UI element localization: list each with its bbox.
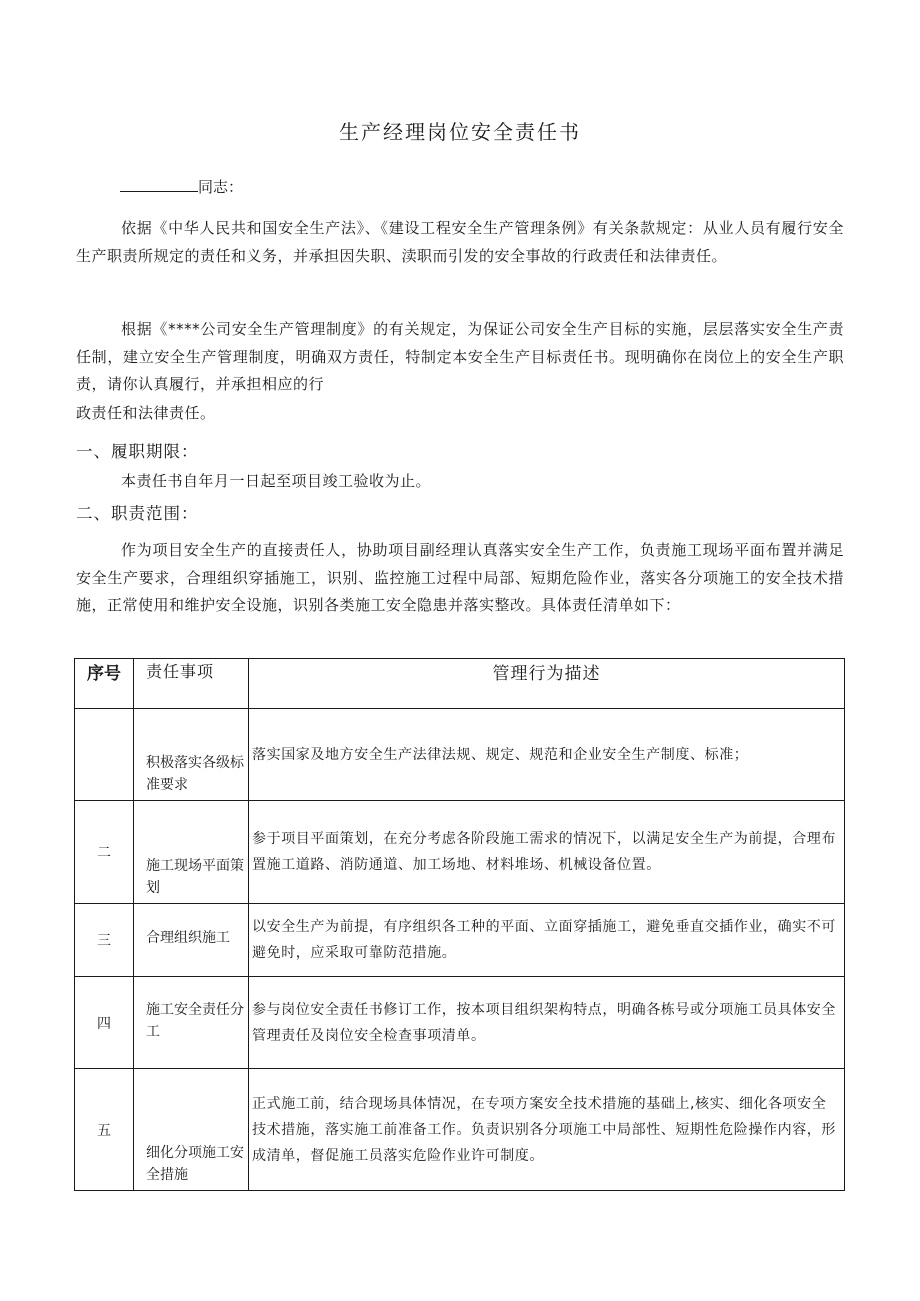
header-description: 管理行为描述 (249, 659, 845, 709)
section-heading-term: 一、履职期限： (76, 442, 199, 461)
row-item: 细化分项施工安全措施 (134, 1069, 249, 1191)
row-description: 正式施工前，结合现场具体情况，在专项方案安全技术措施的基础上,核实、细化各项安全技术措施，落实施工前准备工作。负责识别各分项施工中局部性、短期性危险操作内容，形成清单，督促施工员落实危险作业许可制度。 (249, 1069, 845, 1191)
row-item: 积极落实各级标准要求 (134, 709, 249, 801)
table-row (75, 801, 845, 904)
section-text-scope: 作为项目安全生产的直接责任人，协助项目副经理认真落实安全生产工作，负责施工现场平面布置并满足安全生产要求，合理组织穿插施工，识别、监控施工过程中局部、短期危险作业，落实各分项施工的安全技术措施，正常使用和维护安全设施，识别各类施工安全隐患并落实整改。具体责任清单如下： (76, 541, 844, 614)
table-header-row (75, 659, 845, 709)
row-item: 施工现场平面策划 (134, 801, 249, 904)
table-row (75, 709, 845, 801)
row-number: 四 (75, 977, 134, 1069)
table-row (75, 977, 845, 1069)
row-description: 以安全生产为前提，有序组织各工种的平面、立面穿插施工，避免垂直交插作业，确实不可避免时，应采取可靠防范措施。 (249, 904, 845, 977)
section-text-term: 本责任书自年月一日起至项目竣工验收为止。 (121, 472, 432, 490)
row-description: 落实国家及地方安全生产法律法规、规定、规范和企业安全生产制度、标准； (249, 709, 845, 801)
header-number: 序号 (75, 659, 134, 709)
row-item: 施工安全责任分工 (134, 977, 249, 1069)
row-number: 三 (75, 904, 134, 977)
table-row (75, 904, 845, 977)
paragraph-legal-basis: 依据《中华人民共和国安全生产法》、《建设工程安全生产管理条例》有关条款规定：从业人员有履行安全生产职责所规定的责任和义务，并承担因失职、渎职而引发的安全事故的行政责任和法律责任。 (76, 219, 844, 265)
section-heading-scope: 二、职责范围： (76, 504, 199, 523)
page-title: 生产经理岗位安全责任书 (339, 120, 581, 144)
row-number: 五 (75, 1069, 134, 1191)
responsibility-table (74, 658, 845, 1191)
name-blank-line (120, 177, 198, 192)
table-row (75, 1069, 845, 1191)
row-item: 合理组织施工 (134, 904, 249, 977)
paragraph-company-rules: 根据《****公司安全生产管理制度》的有关规定，为保证公司安全生产目标的实施，层层落实安全生产责任制，建立安全生产管理制度，明确双方责任，特制定本安全生产目标责任书。现明确你在岗位上的安全生产职责，请你认真履行，并承担相应的行 (76, 320, 844, 393)
greeting-line (120, 176, 243, 197)
row-number (75, 709, 134, 801)
row-description: 参于项目平面策划，在充分考虑各阶段施工需求的情况下，以满足安全生产为前提，合理布置施工道路、消防通道、加工场地、材料堆场、机械设备位置。 (249, 801, 845, 904)
row-number: 二 (75, 801, 134, 904)
header-item: 责任事项 (134, 659, 249, 709)
paragraph-continuation: 政责任和法律责任。 (76, 404, 216, 422)
greeting-suffix: 同志： (198, 178, 244, 196)
row-description: 参与岗位安全责任书修订工作，按本项目组织架构特点，明确各栋号或分项施工员具体安全管理责任及岗位安全检查事项清单。 (249, 977, 845, 1069)
